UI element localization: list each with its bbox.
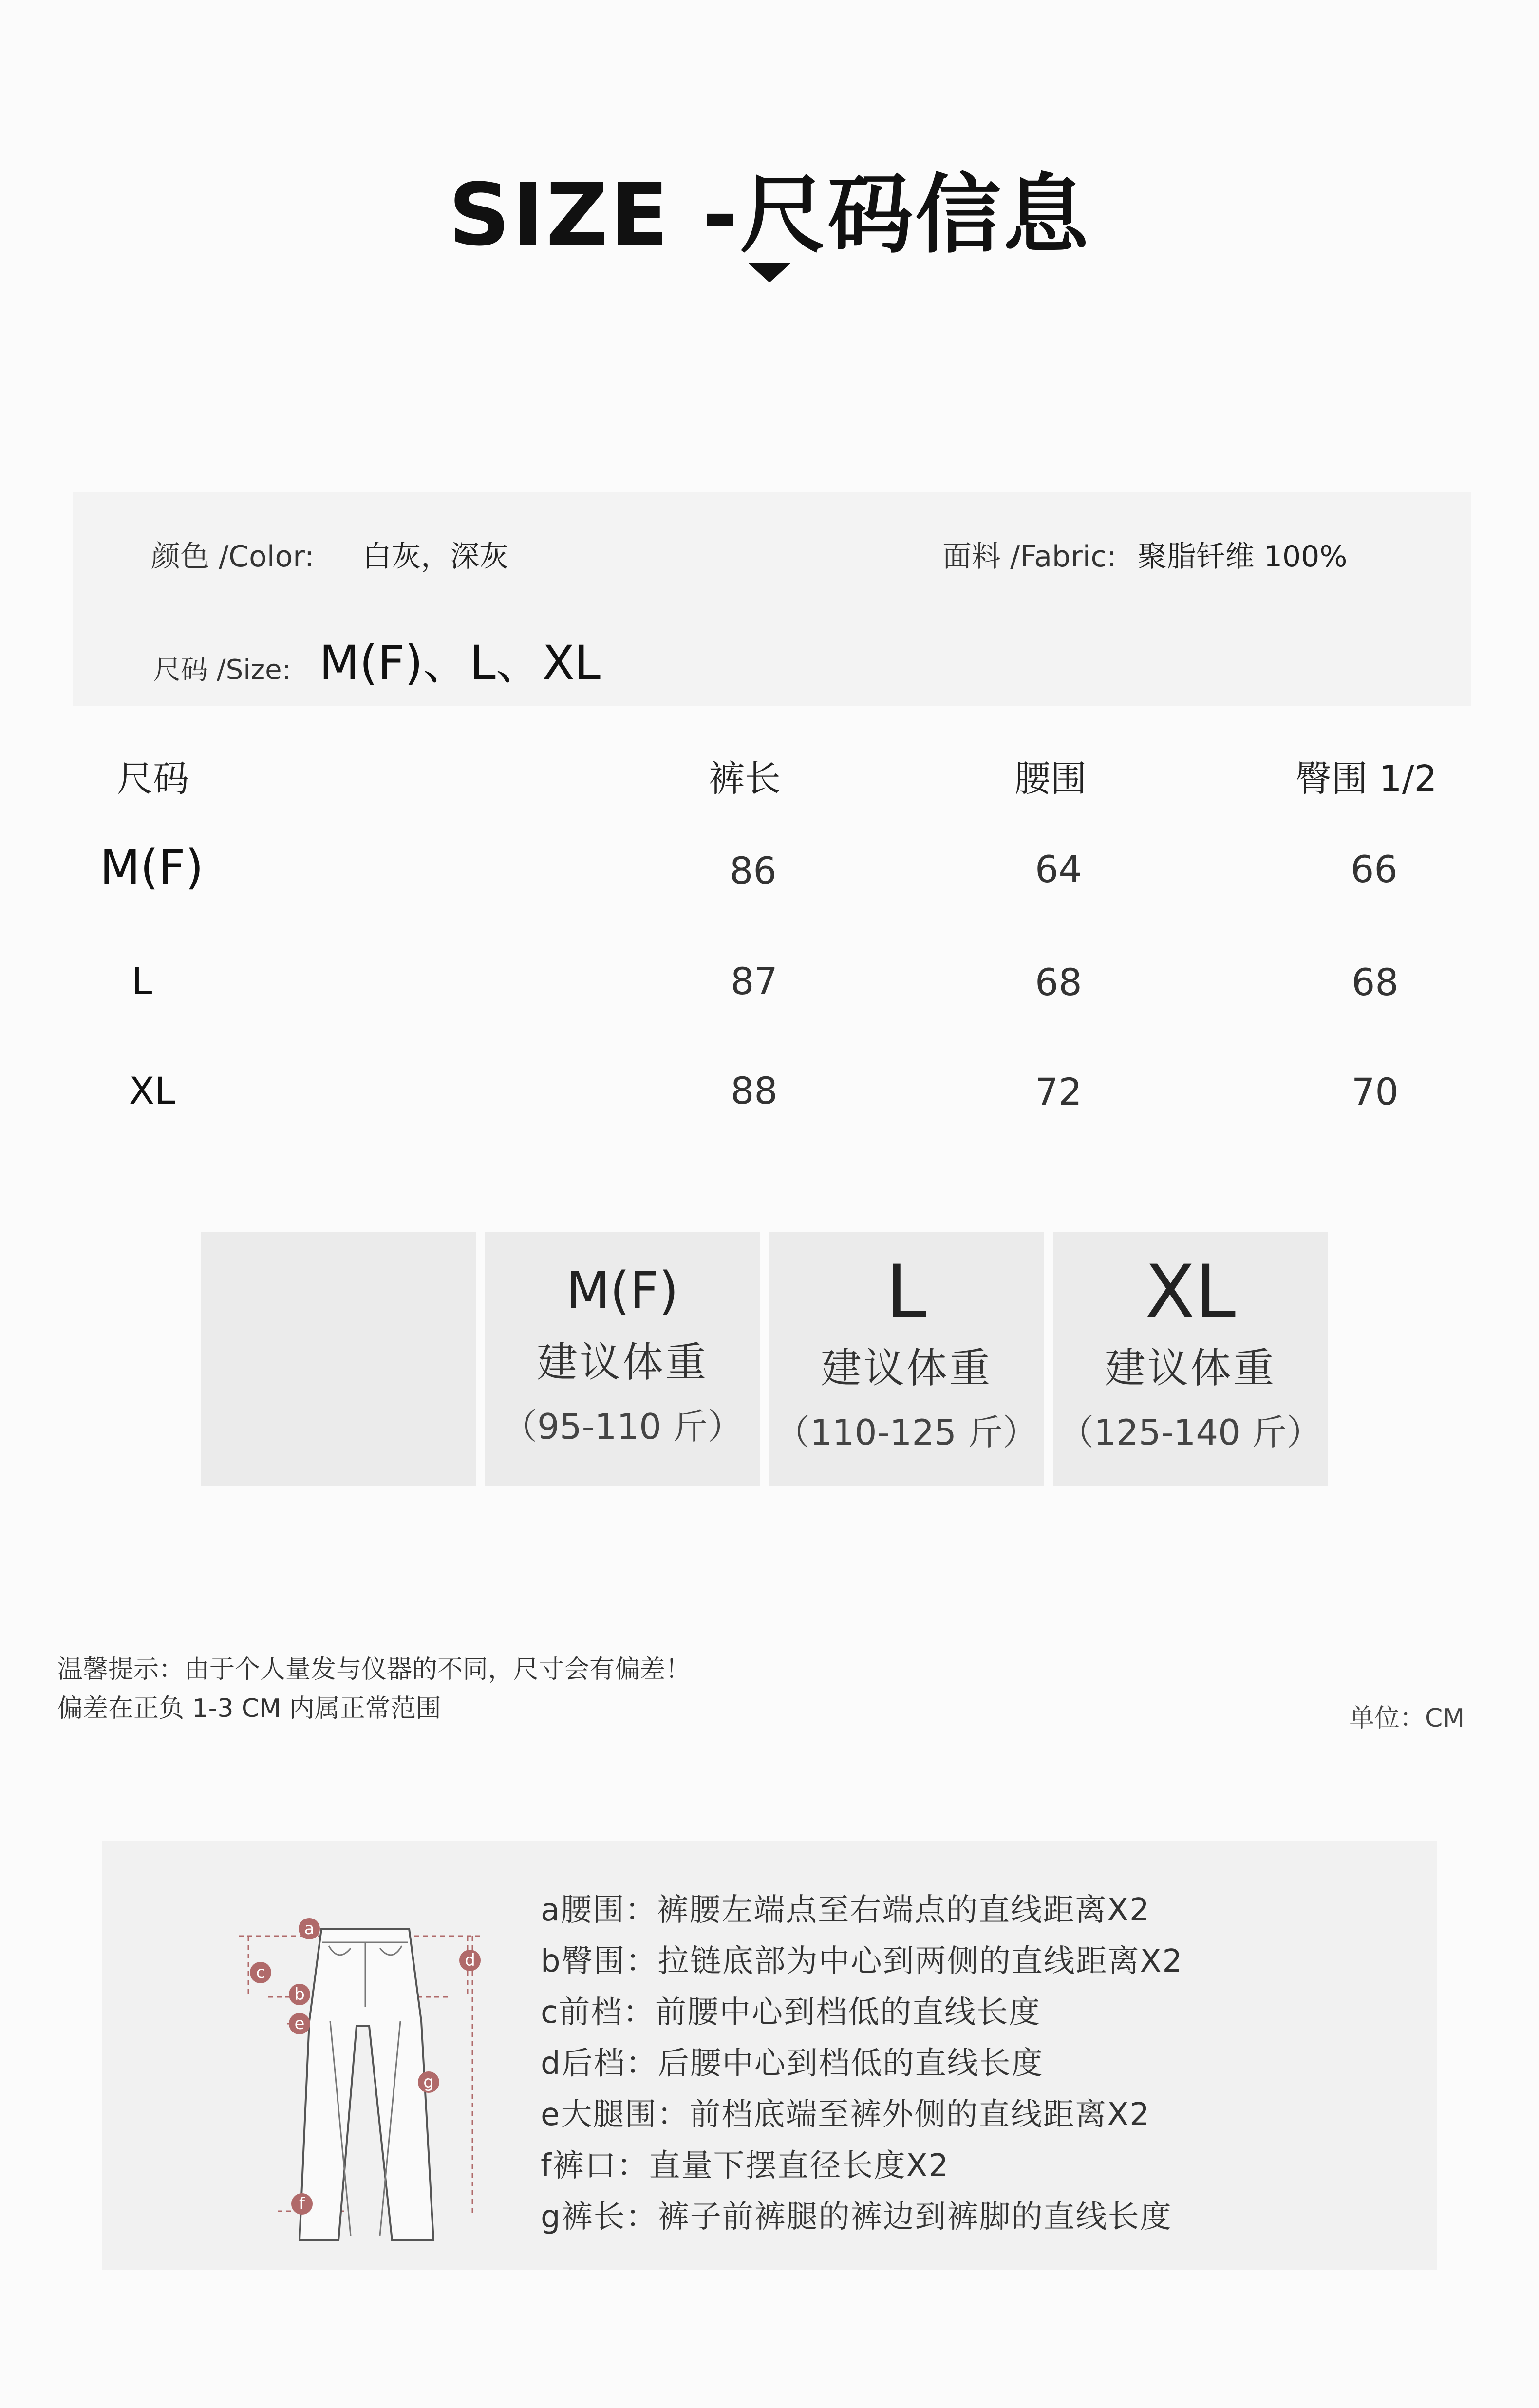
card-label: 建议体重 — [1104, 1344, 1276, 1392]
marker-f-text: f — [299, 2194, 305, 2214]
table-row-size: XL — [129, 1069, 175, 1112]
color-value: 白灰，深灰 — [362, 540, 509, 574]
table-cell-waist: 72 — [1035, 1070, 1082, 1113]
table-cell-hip: 70 — [1351, 1070, 1399, 1113]
table-cell-length: 86 — [730, 849, 777, 892]
card-label: 建议体重 — [536, 1338, 708, 1386]
definition-hip: b臀围：拉链底部为中心到两侧的直线距离X2 — [541, 1943, 1183, 1979]
header-waist: 腰围 — [1014, 758, 1087, 800]
weight-card — [1053, 1232, 1328, 1486]
header-pants-length: 裤长 — [709, 758, 781, 800]
fabric-value: 聚脂钎维 100% — [1137, 540, 1348, 574]
table-cell-length: 88 — [731, 1069, 778, 1112]
definition-front-rise: c前档：前腰中心到档低的直线长度 — [541, 1994, 1041, 2031]
table-row-size: M(F) — [100, 840, 204, 895]
marker-b-text: b — [294, 1985, 305, 2004]
weight-card-blank — [201, 1232, 476, 1486]
definition-leg-opening: f裤口：直量下摆直径长度X2 — [541, 2148, 950, 2184]
size-value: M(F)、L、XL — [319, 636, 601, 690]
caret-down-icon — [748, 263, 791, 282]
marker-d-text: d — [465, 1951, 475, 1970]
header-hip: 臀围 1/2 — [1295, 758, 1437, 800]
table-cell-hip: 68 — [1351, 960, 1399, 1004]
definition-back-rise: d后档：后腰中心到档低的直线长度 — [541, 2046, 1044, 2082]
card-range: （95-110 斤） — [502, 1406, 743, 1447]
marker-a-text: a — [304, 1919, 315, 1938]
unit-label: 单位：CM — [1349, 1704, 1465, 1733]
marker-g-text: g — [423, 2072, 434, 2092]
card-label: 建议体重 — [820, 1344, 992, 1392]
card-range: （125-140 斤） — [1059, 1412, 1322, 1453]
table-cell-waist: 68 — [1035, 960, 1082, 1004]
card-range: （110-125 斤） — [775, 1412, 1038, 1453]
card-size: M(F) — [566, 1261, 679, 1320]
table-row-size: L — [131, 959, 152, 1003]
definition-pants-length: g裤长：裤子前裤腿的裤边到裤脚的直线长度 — [541, 2199, 1172, 2235]
size-info — [153, 626, 601, 693]
color-label: 颜色 /Color: — [151, 540, 315, 574]
table-cell-waist: 64 — [1035, 847, 1082, 891]
page-title: SIZE -尺码信息 — [448, 165, 1091, 265]
definition-waist: a腰围：裤腰左端点至右端点的直线距离X2 — [541, 1892, 1150, 1928]
definition-thigh: e大腿围：前档底端至裤外侧的直线距离X2 — [541, 2097, 1150, 2133]
table-cell-hip: 66 — [1351, 847, 1398, 891]
marker-e-text: e — [294, 2014, 305, 2033]
pants-diagram — [205, 1900, 545, 2250]
weight-card — [769, 1232, 1044, 1486]
card-size: XL — [1145, 1250, 1236, 1335]
fabric-info — [942, 533, 1347, 575]
size-label: 尺码 /Size: — [153, 654, 291, 686]
tip-line-1: 温馨提示：由于个人量发与仪器的不同，尺寸会有偏差！ — [57, 1655, 691, 1684]
tip-line-2: 偏差在正负 1-3 CM 内属正常范围 — [57, 1694, 441, 1723]
weight-card — [485, 1232, 760, 1486]
header-size: 尺码 — [117, 758, 189, 800]
table-cell-length: 87 — [731, 959, 778, 1003]
pants-outline — [300, 1929, 433, 2240]
marker-c-text: c — [256, 1963, 265, 1982]
card-size: L — [886, 1250, 927, 1335]
fabric-label: 面料 /Fabric: — [942, 540, 1117, 574]
color-info — [151, 533, 508, 575]
